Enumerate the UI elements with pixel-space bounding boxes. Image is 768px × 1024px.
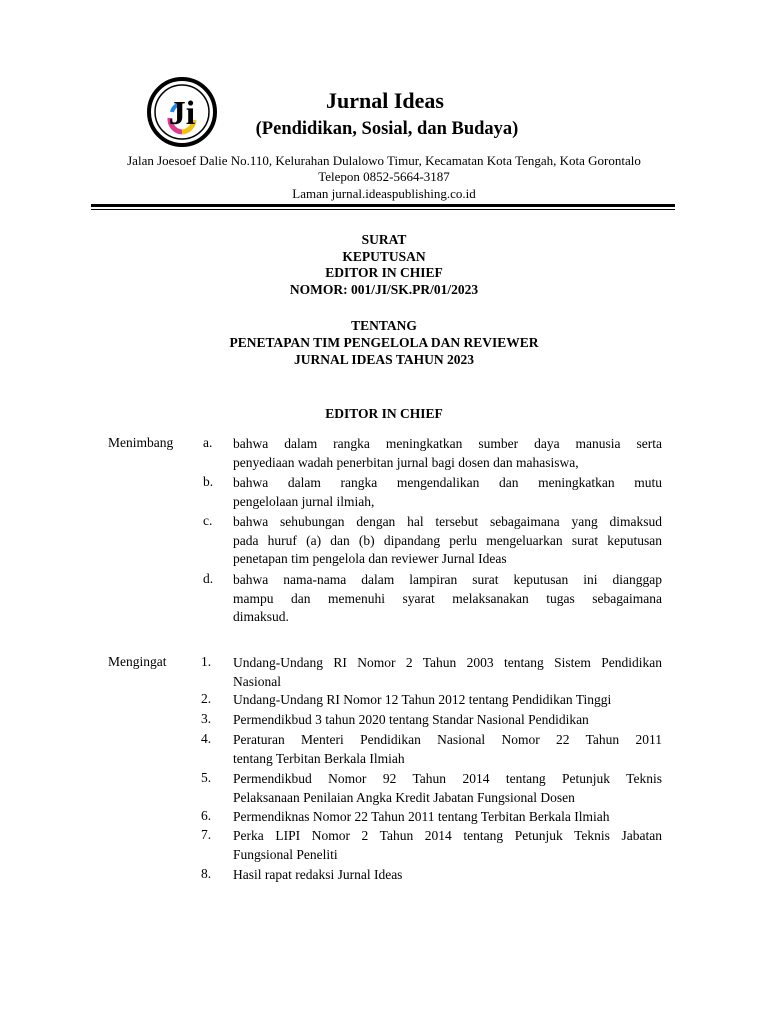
list-item: [233, 435, 662, 472]
list-item-line: Fungsional Peneliti: [233, 846, 338, 862]
list-item-line: penyediaan wadah penerbitan jurnal bagi dosen dan mahasiswa,: [233, 454, 579, 470]
list-item: [233, 808, 662, 827]
list-item-line: Hasil rapat redaksi Jurnal Ideas: [233, 867, 403, 882]
journal-address: Jalan Joesoef Dalie No.110, Kelurahan Dulalowo Timur, Kecamatan Kota Tengah, Kota Gorontalo: [127, 153, 641, 168]
journal-logo: [146, 76, 218, 148]
section-heading: EDITOR IN CHIEF: [325, 406, 443, 421]
list-item-line: bahwa dalam rangka mengendalikan dan meningkatkan mutu: [233, 475, 662, 490]
list-marker: d.: [203, 571, 214, 586]
list-marker: 3.: [201, 711, 212, 726]
list-item: [233, 654, 662, 691]
list-item: [233, 770, 662, 807]
header-rule-thick: [91, 204, 675, 207]
list-item: [233, 711, 662, 730]
list-item: [233, 866, 662, 885]
list-item: [233, 571, 662, 627]
list-item: [233, 691, 662, 710]
journal-website: Laman jurnal.ideaspublishing.co.id: [292, 186, 476, 201]
list-item: [233, 827, 662, 864]
list-item-line: bahwa sehubungan dengan hal tersebut sebagaimana yang dimaksud: [233, 514, 662, 529]
list-item-line: Nasional: [233, 673, 281, 689]
list-item-line: penetapan tim pengelola dan reviewer Jurnal Ideas: [233, 551, 507, 567]
journal-subtitle: (Pendidikan, Sosial, dan Budaya): [255, 119, 519, 139]
list-item-line: Perka LIPI Nomor 2 Tahun 2014 tentang Petunjuk Teknis Jabatan: [233, 828, 662, 843]
mengingat-label: Mengingat: [108, 654, 167, 669]
subject-line: TENTANG: [351, 318, 417, 333]
list-item: [233, 513, 662, 569]
list-marker: 8.: [201, 866, 212, 881]
list-item-line: bahwa dalam rangka meningkatkan sumber daya manusia serta: [233, 436, 662, 451]
list-item-line: pengelolaan jurnal ilmiah,: [233, 493, 375, 509]
list-item-line: Undang-Undang RI Nomor 2 Tahun 2003 tentang Sistem Pendidikan: [233, 655, 662, 670]
list-item-line: Permendiknas Nomor 22 Tahun 2011 tentang Terbitan Berkala Ilmiah: [233, 809, 610, 824]
list-marker: 5.: [201, 770, 212, 785]
list-marker: 7.: [201, 827, 212, 842]
list-marker: a.: [203, 435, 213, 450]
menimbang-label: Menimbang: [108, 435, 174, 450]
subject-line: PENETAPAN TIM PENGELOLA DAN REVIEWER: [229, 335, 539, 350]
list-marker: 2.: [201, 691, 212, 706]
list-marker: 1.: [201, 654, 212, 669]
list-marker: c.: [203, 513, 213, 528]
journal-phone: Telepon 0852-5664-3187: [318, 169, 450, 184]
header-rule-thin: [91, 209, 675, 210]
list-item-line: mampu dan memenuhi syarat melaksanakan tugas sebagaimana: [233, 590, 662, 606]
list-item-line: Undang-Undang RI Nomor 12 Tahun 2012 tentang Pendidikan Tinggi: [233, 692, 612, 707]
list-item-line: bahwa nama-nama dalam lampiran surat keputusan ini dianggap: [233, 572, 662, 587]
list-item-line: Permendikbud Nomor 92 Tahun 2014 tentang Petunjuk Teknis: [233, 771, 662, 786]
title-line: EDITOR IN CHIEF: [325, 265, 443, 280]
list-marker: b.: [203, 474, 214, 489]
list-item: [233, 474, 662, 511]
list-marker: 4.: [201, 731, 212, 746]
list-item-line: Peraturan Menteri Pendidikan Nasional Nomor 22 Tahun 2011: [233, 732, 662, 747]
title-line: KEPUTUSAN: [342, 249, 426, 264]
list-item: [233, 731, 662, 768]
subject-line: JURNAL IDEAS TAHUN 2023: [294, 352, 474, 367]
list-item-line: Permendikbud 3 tahun 2020 tentang Standar Nasional Pendidikan: [233, 712, 589, 727]
list-item-line: tentang Terbitan Berkala Ilmiah: [233, 750, 405, 766]
list-item-line: dimaksud.: [233, 609, 289, 625]
logo-lettering: Ji: [168, 95, 196, 132]
journal-name: Jurnal Ideas: [326, 88, 444, 113]
list-item-line: Pelaksanaan Penilaian Angka Kredit Jabatan Fungsional Dosen: [233, 789, 575, 805]
document-number: NOMOR: 001/JI/SK.PR/01/2023: [289, 282, 479, 297]
list-item-line: pada huruf (a) dan (b) dipandang perlu mengeluarkan surat keputusan: [233, 532, 662, 548]
title-line: SURAT: [361, 232, 407, 247]
list-marker: 6.: [201, 808, 212, 823]
